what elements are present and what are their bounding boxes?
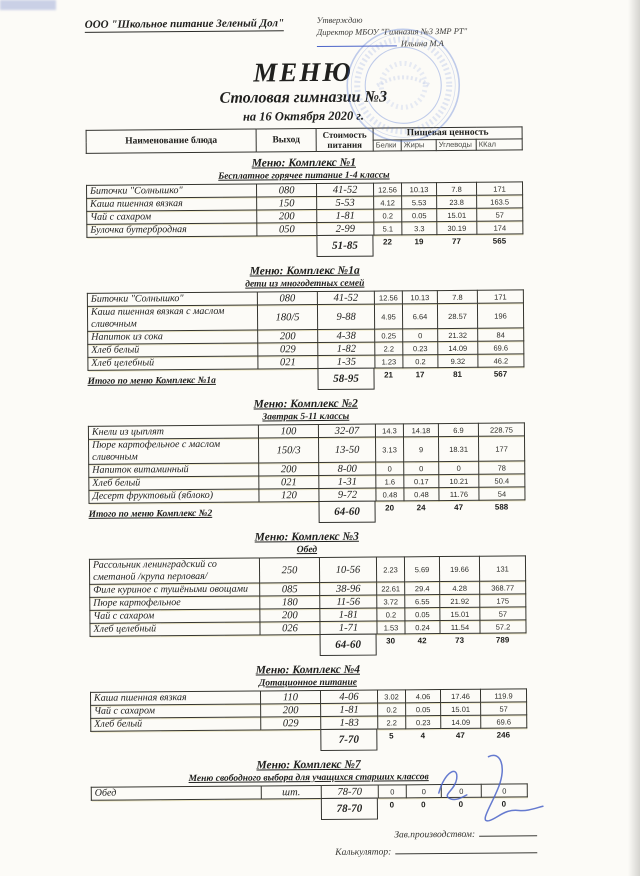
approve-word: Утверждаю [316,14,363,26]
dish-carbs: 0 [439,461,479,474]
dish-kcal: 57 [481,702,527,715]
dish-fat: 0 [404,462,439,475]
menu-section [88,395,525,527]
dish-protein: 0 [376,462,404,475]
approver-name: Ильина М.А [400,38,444,49]
dish-output: 026 [260,622,320,635]
totals-fat: 17 [415,370,425,380]
dish-carbs: 14.09 [438,341,478,354]
totals-cost-value: 51-85 [332,239,358,252]
dish-carbs: 15.01 [440,607,480,620]
dish-protein: 1.23 [375,355,403,368]
dish-carbs: 19.66 [439,556,479,581]
dish-fat: 0.05 [406,703,441,716]
page-subtitle: Столовая гимназии №3 [219,88,388,107]
dish-name: Каша пшенная вязкая [87,197,257,211]
dish-output: 100 [258,425,318,438]
dish-name: Хлеб белый [88,343,258,357]
dish-protein: 3.72 [377,595,405,608]
col-header-nutrition: Пищевая ценность [373,127,522,140]
dish-name: Хлеб белый [89,476,259,490]
dish-protein: 5.1 [374,222,402,235]
dish-cost: 4-38 [318,329,375,342]
dish-protein: 14.3 [375,424,403,437]
totals-cost [318,501,375,523]
dish-kcal: 46.2 [478,354,524,367]
dish-carbs: 15.01 [441,702,481,715]
dish-cost: 41-52 [317,291,374,304]
calculator-label: Калькулятор: [335,847,392,858]
dish-cost: 78-70 [321,785,378,798]
totals-protein: 30 [386,636,396,646]
manager-signature-line [479,835,537,836]
col-header-output: Выход [256,129,316,152]
dish-fat: 0 [403,329,438,342]
dish-cost: 41-52 [317,183,374,196]
dish-name: Десерт фруктовый (яблоко) [89,489,259,503]
dish-kcal: 50.4 [479,474,525,487]
menu-table [88,422,526,503]
dish-carbs: 7.8 [437,290,477,303]
section-subtitle-text: Бесплатное горячее питание 1-4 классы [218,170,390,182]
dish-name: Булочка бутербродная [87,223,257,237]
totals-cost [320,634,377,656]
dish-protein: 2.23 [376,557,404,582]
dish-fat: 9 [403,437,438,462]
dish-name: Чай с сахаром [87,210,257,224]
dish-output: шт. [261,786,321,799]
dish-kcal: 69.6 [478,341,524,354]
dish-carbs: 21.92 [440,594,480,607]
table-row [87,303,523,331]
dish-protein: 12.56 [374,291,402,304]
dish-name: Биточки "Солнышко" [87,184,257,198]
dish-kcal: 174 [477,221,523,234]
approver-title: Директор МБОУ "Гимназия №3 ЗМР РТ" [316,25,468,38]
menu-section [90,661,527,755]
totals-label: Итого по меню Комплекс №1а [87,375,216,387]
totals-kcal: 567 [493,369,508,379]
dish-name: Хлеб целебный [90,622,260,636]
dish-output: 250 [259,558,319,583]
dish-fat: 0 [406,785,441,798]
dish-fat: 5.53 [402,196,437,209]
dish-carbs: 15.01 [437,208,477,221]
dish-fat: 4.06 [405,690,440,703]
section-subtitle-text: Завтрак 5-11 классы [262,411,350,423]
dish-output: 080 [257,184,317,197]
dish-fat: 10.13 [401,183,436,196]
section-subtitle-text: Дотационное питание [258,677,357,689]
menu-table [86,181,523,237]
dish-kcal: 131 [479,556,525,581]
section-title-text: Меню: Комплекс №4 [255,663,360,677]
dish-carbs: 10.21 [439,474,479,487]
totals-fat: 0 [421,800,426,810]
company-name: ООО "Школьное питание Зеленый Дол" [84,17,285,31]
dish-protein: 12.56 [373,183,401,196]
dish-output: 150/3 [258,438,318,463]
approver-signature-row [317,37,467,50]
title-block [85,56,521,124]
totals-row [91,797,527,824]
dish-output: 200 [260,609,320,622]
dish-carbs: 0 [441,784,481,797]
dish-protein: 0 [378,785,406,798]
dish-cost: 1-81 [321,703,378,716]
dish-name: Пюре картофельное [90,596,260,610]
section-subtitle-text: Меню свободного выбора для учащихся старших классов [188,772,429,785]
dish-output: 180/5 [257,305,317,330]
dish-kcal: 368.77 [480,581,526,594]
dish-cost: 1-81 [317,209,374,222]
dish-name: Филе куриное с тушёными овощами [90,583,260,597]
menu-table [87,289,525,370]
dish-name: Напиток витаминный [89,463,259,477]
dish-kcal: 177 [478,436,524,461]
totals-protein: 5 [389,731,394,741]
dish-cost: 4-06 [320,690,377,703]
section-title-text: Меню: Комплекс №2 [253,397,358,411]
dish-fat: 0.23 [406,716,441,729]
totals-protein: 21 [384,370,393,380]
dish-output: 150 [257,197,317,210]
dish-kcal: 196 [477,303,523,328]
dish-protein: 22.61 [377,582,405,595]
dish-kcal: 84 [478,328,524,341]
col-header-protein: Белки [373,140,401,151]
calculator-signature-row [91,846,537,860]
menu-sections [86,154,527,824]
dish-cost: 9-72 [319,488,376,501]
totals-cost [317,368,374,390]
totals-row [87,367,523,394]
document-header [85,12,521,55]
dish-name: Обед [91,786,261,800]
col-header-carbs: Углеводы [436,139,476,150]
dish-output: 029 [258,343,318,356]
dish-output: 110 [260,691,320,704]
dish-fat: 29.4 [405,582,440,595]
col-header-fat: Жиры [401,140,436,151]
dish-output: 080 [257,292,317,305]
totals-cost [321,798,378,820]
dish-cost: 32-07 [318,424,375,437]
page-title: МЕНЮ [253,56,354,88]
dish-cost: 1-31 [319,475,376,488]
totals-carbs: 47 [454,502,464,512]
dish-kcal: 228.75 [478,423,524,436]
dish-output: 085 [260,583,320,596]
menu-section [89,528,526,660]
dish-output: 180 [260,596,320,609]
totals-cost-value: 64-60 [335,638,361,651]
dish-protein: 4.95 [374,304,402,329]
dish-fat: 0.05 [405,608,440,621]
menu-table [89,555,527,636]
dish-carbs: 18.31 [438,436,478,461]
dish-cost: 1-83 [321,716,378,729]
dish-kcal: 0 [481,784,527,797]
dish-kcal: 57 [477,208,523,221]
dish-name: Кнели из цыплят [88,425,258,439]
totals-protein: 20 [385,503,395,513]
menu-section [87,262,524,394]
dish-protein: 0.2 [377,608,405,621]
dish-kcal: 171 [477,290,523,303]
totals-kcal: 789 [495,635,510,645]
totals-carbs: 0 [458,799,464,809]
dish-carbs: 21.32 [438,328,478,341]
dish-cost: 5-53 [317,196,374,209]
section-title-text: Меню: Комплекс №7 [256,758,361,772]
totals-cost [316,235,373,257]
columns-header-table [86,126,523,153]
dish-cost: 13-50 [318,437,375,462]
manager-label: Зав.производством: [394,829,476,841]
section-subtitle-text: дети из многодетных семей [245,278,365,290]
dish-kcal: 69.6 [481,715,527,728]
totals-carbs: 47 [455,730,465,740]
totals-protein: 22 [382,237,392,247]
dish-fat: 6.64 [402,304,437,329]
totals-cost-value: 64-60 [334,505,360,518]
totals-cost [320,729,377,751]
col-header-kcal: ККал [476,139,522,150]
col-header-cost: Стоимость питания [316,128,373,151]
section-title-text: Меню: Комплекс №1 [251,156,357,170]
totals-row [89,500,525,527]
dish-cost: 11-56 [320,595,377,608]
dish-carbs: 28.57 [437,303,477,328]
dish-carbs: 23.8 [437,195,477,208]
totals-protein: 0 [389,800,395,810]
totals-fat: 4 [420,731,426,741]
totals-carbs: 77 [451,236,461,246]
dish-fat: 0.23 [403,342,438,355]
menu-table [90,688,527,731]
dish-carbs: 6.9 [438,423,478,436]
dish-fat: 0.05 [402,209,437,222]
dish-fat: 10.13 [402,291,437,304]
dish-name: Напиток из сока [88,330,258,344]
totals-carbs: 73 [455,635,465,645]
dish-name: Чай с сахаром [91,704,261,718]
dish-carbs: 11.76 [439,487,479,500]
dish-output: 200 [261,704,321,717]
approval-block [317,13,468,50]
dish-name: Биточки "Солнышко" [87,292,257,306]
dish-protein: 0.2 [378,703,406,716]
menu-section [91,756,527,824]
totals-kcal: 246 [496,730,511,740]
dish-cost: 1-81 [320,608,377,621]
totals-fat: 19 [414,237,424,247]
totals-row [86,234,522,261]
dish-cost: 10-56 [319,557,376,582]
dish-carbs: 7.8 [436,182,476,195]
dish-name: Чай с сахаром [90,609,260,623]
totals-cost-value: 58-95 [333,372,359,385]
dish-kcal: 175 [480,594,526,607]
totals-kcal: 588 [494,502,509,512]
table-row [89,436,525,464]
dish-name: Каша пшенная вязкая с маслом сливочным [87,305,257,331]
col-header-name: Наименование блюда [86,129,256,153]
dish-output: 029 [261,717,321,730]
dish-protein: 3.02 [377,690,405,703]
dish-output: 021 [259,476,319,489]
dish-protein: 0.2 [374,209,402,222]
dish-cost: 38-96 [320,582,377,595]
dish-cost: 1-35 [318,355,375,368]
dish-output: 021 [258,356,318,369]
totals-carbs: 81 [453,369,462,379]
signature-line [317,45,397,47]
calculator-signature-line [395,852,537,854]
dish-protein: 0.25 [375,329,403,342]
totals-row [90,633,526,660]
dish-fat: 6.55 [405,595,440,608]
totals-row [90,728,526,755]
dish-fat: 3.3 [402,222,437,235]
dish-name: Хлеб целебный [88,356,258,370]
dish-output: 120 [259,489,319,502]
dish-fat: 0.24 [405,621,440,634]
table-row [89,556,525,584]
dish-protein: 2.2 [375,342,403,355]
dish-carbs: 30.19 [437,221,477,234]
dish-kcal: 163.5 [477,195,523,208]
dish-protein: 1.6 [376,475,404,488]
totals-fat: 24 [416,503,426,513]
totals-kcal: 565 [492,236,507,246]
dish-output: 200 [258,330,318,343]
dish-name: Хлеб белый [91,717,261,731]
dish-fat: 5.69 [404,557,439,582]
dish-cost: 1-82 [318,342,375,355]
dish-kcal: 54 [479,487,525,500]
document-body [85,12,528,859]
dish-protein: 0.48 [376,488,404,501]
dish-cost: 9-88 [317,304,374,329]
dish-cost: 1-71 [320,621,377,634]
dish-protein: 1.53 [377,621,405,634]
dish-carbs: 4.28 [440,581,480,594]
dish-kcal: 57 [480,607,526,620]
dish-output: 050 [257,223,317,236]
dish-name: Рассольник ленинградский со сметаной /крупа перловая/ [89,558,259,584]
dish-fat: 0.2 [403,355,438,368]
dish-carbs: 11.54 [440,620,480,633]
totals-label: Итого по меню Комплекс №2 [88,508,213,520]
totals-cost-value: 7-70 [338,733,359,746]
document-footer [91,829,537,860]
totals-kcal: 0 [501,799,507,809]
dish-kcal: 119.9 [480,689,526,702]
dish-fat: 14.18 [403,424,438,437]
manager-signature-row [91,829,537,843]
dish-fat: 0.48 [404,488,439,501]
dish-output: 200 [259,463,319,476]
section-subtitle-text: Обед [296,545,318,556]
dish-fat: 0.17 [404,475,439,488]
dish-kcal: 57.2 [480,620,526,633]
dish-cost: 2-99 [317,222,374,235]
dish-protein: 4.12 [374,196,402,209]
section-title-text: Меню: Комплекс №1а [249,264,360,278]
totals-fat: 42 [417,636,427,646]
dish-name: Каша пшенная вязкая [90,691,260,705]
dish-protein: 3.13 [375,437,403,462]
menu-date: на 16 Октября 2020 г. [242,108,365,124]
section-title-text: Меню: Комплекс №3 [254,530,359,544]
dish-carbs: 9.32 [438,354,478,367]
dish-name: Пюре картофельное с маслом сливочным [89,438,259,464]
dish-cost: 8-00 [319,462,376,475]
dish-protein: 2.2 [378,716,406,729]
totals-cost-value: 78-70 [336,802,363,815]
dish-kcal: 78 [479,461,525,474]
dish-output: 200 [257,210,317,223]
menu-section [86,154,523,261]
dish-carbs: 17.46 [440,689,480,702]
dish-carbs: 14.09 [441,715,481,728]
dish-kcal: 171 [476,182,522,195]
